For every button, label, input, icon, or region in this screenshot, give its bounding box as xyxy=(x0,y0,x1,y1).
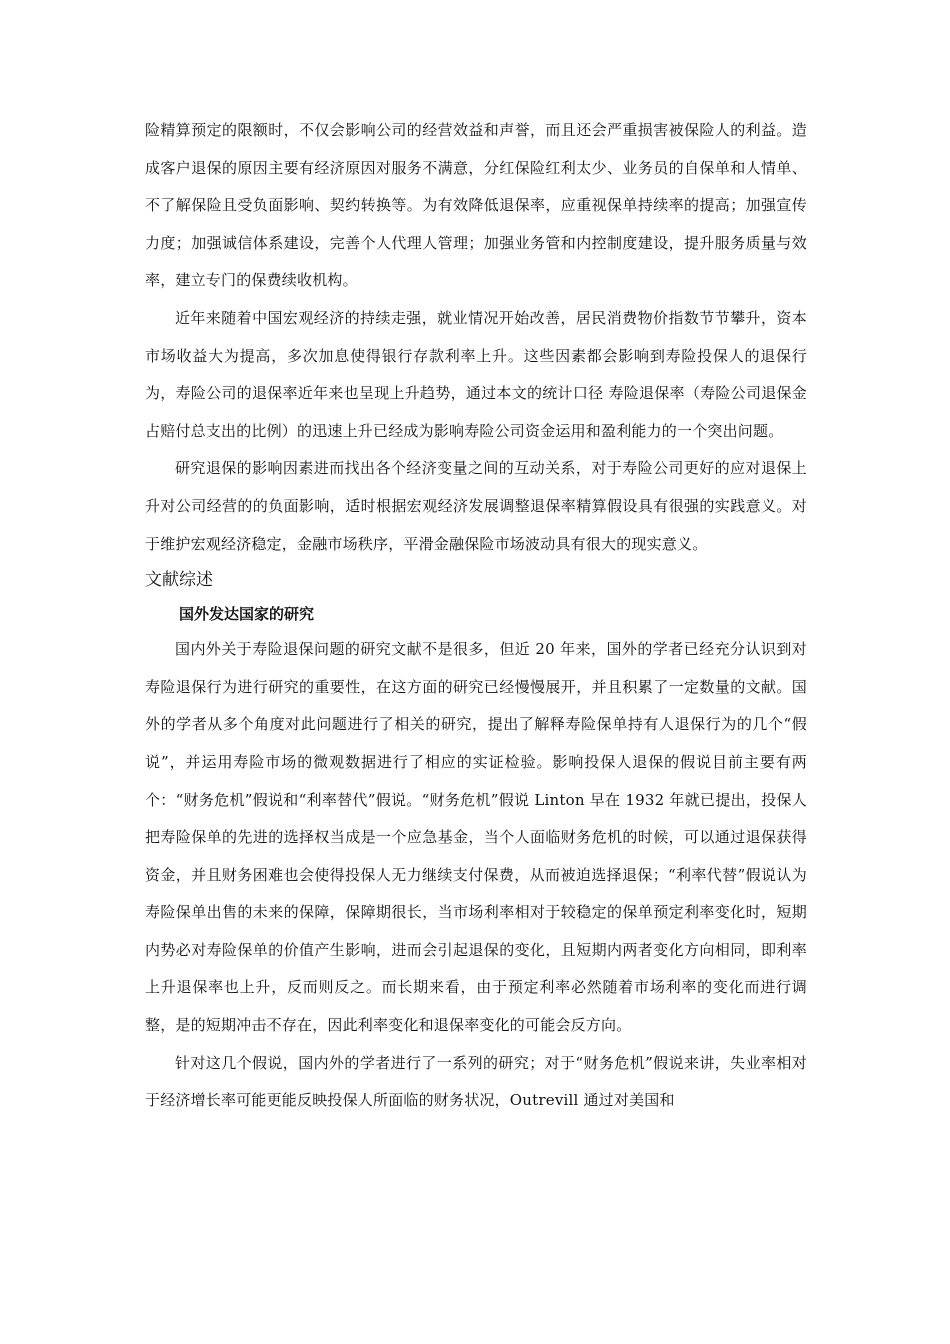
section-heading: 文献综述 xyxy=(145,570,213,591)
paragraph-4: 国内外关于寿险退保问题的研究文献不是很多，但近 20 年来，国外的学者已经充分认识到对寿险退保行为进行研究的重要性，在这方面的研究已经慢慢展开，并且积累了一定数量的文献。国外的学者从多个角度对此问题进行了相关的研究，提出了解释寿险保单持有人退保行为的几个“假说”，并运用寿险市场的微观数据进行了相应的实证检验。影响投保人退保的假说目前主要有两个：“财务危机”假说和“利率替代”假说。“财务危机”假说 Linton 早在 1932 年就已提出，投保人把寿险保单的先进的选择权当成是一个应急基金，当个人面临财务危机的时候，可以通过退保获得资金，并且财务困难也会使得投保人无力继续支付保费，从而被迫选择退保；“利率代替”假说认为寿险保单出售的未来的保障，保障期很长，当市场利率相对于较稳定的保单预定利率变化时，短期内势必对寿险保单的价值产生影响，进而会引起退保的变化，且短期内两者变化方向相同，即利率上升退保率也上升，反而则反之。而长期来看，由于预定利率必然随着市场利率的变化而进行调整，是的短期冲击不存在，因此利率变化和退保率变化的可能会反方向。 xyxy=(145,640,807,1035)
paragraph-3: 研究退保的影响因素进而找出各个经济变量之间的互动关系，对于寿险公司更好的应对退保上升对公司经营的的负面影响，适时根据宏观经济发展调整退保率精算假设具有很强的实践意义。对于维护宏观经济稳定，金融市场秩序，平滑金融保险市场波动具有很大的现实意义。 xyxy=(145,459,807,553)
paragraph-1: 险精算预定的限额时，不仅会影响公司的经营效益和声誉，而且还会严重损害被保险人的利益。造成客户退保的原因主要有经济原因对服务不满意，分红保险红利太少、业务员的自保单和人情单、不了解保险且受负面影响、契约转换等。为有效降低退保率，应重视保单持续率的提高；加强宣传力度；加强诚信体系建设，完善个人代理人管理；加强业务管和内控制度建设，提升服务质量与效率，建立专门的保费续收机构。 xyxy=(145,121,807,290)
document-page xyxy=(145,112,807,1120)
subsection-heading: 国外发达国家的研究 xyxy=(179,605,315,624)
paragraph-5: 针对这几个假说，国内外的学者进行了一系列的研究；对于“财务危机”假说来讲，失业率相对于经济增长率可能更能反映投保人所面临的财务状况，Outrevill 通过对美国和 xyxy=(145,1053,807,1110)
paragraph-2: 近年来随着中国宏观经济的持续走强，就业情况开始改善，居民消费物价指数节节攀升，资本市场收益大为提高，多次加息使得银行存款利率上升。这些因素都会影响到寿险投保人的退保行为，寿险公司的退保率近年来也呈现上升趋势，通过本文的统计口径 寿险退保率（寿险公司退保金占赔付总支出的比例）的迅速上升已经成为影响寿险公司资金运用和盈利能力的一个突出问题。 xyxy=(145,308,807,440)
